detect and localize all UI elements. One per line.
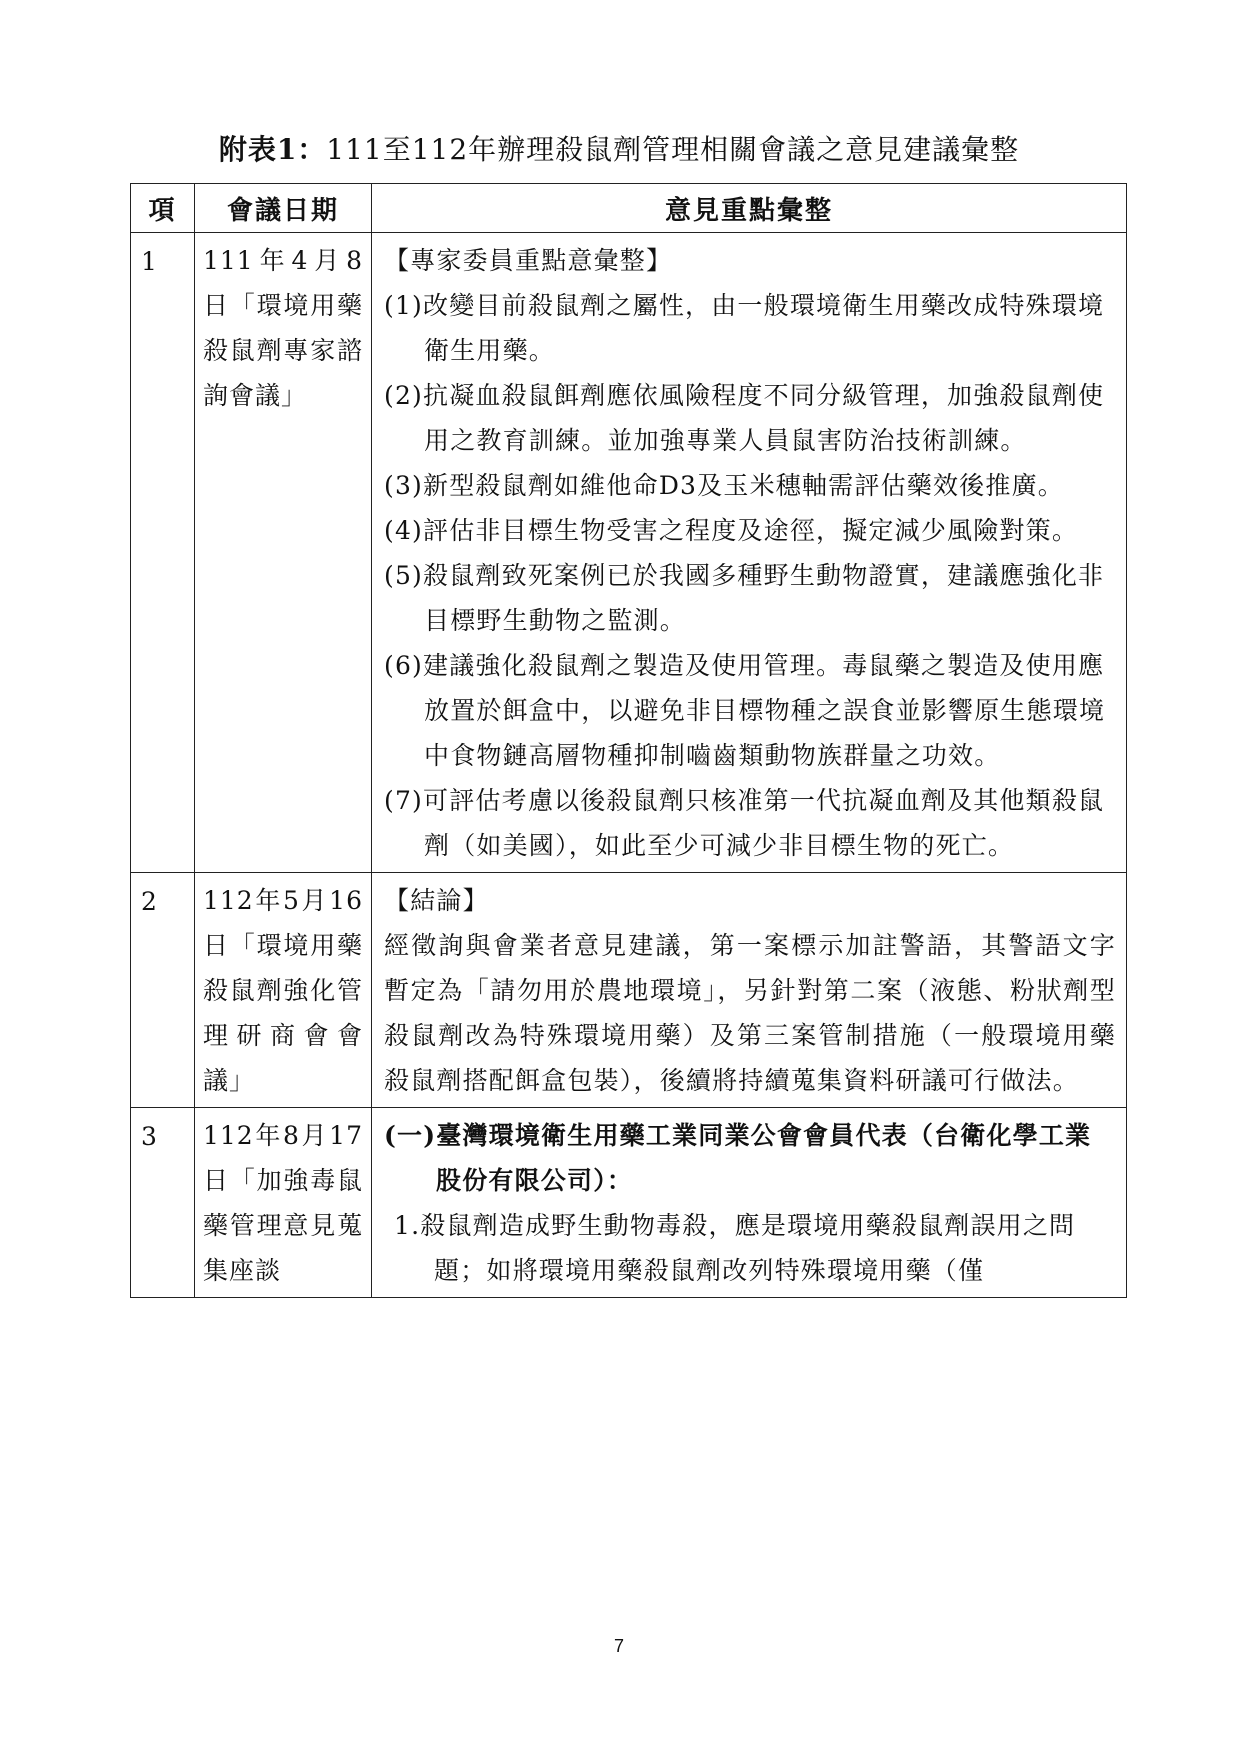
table-row — [131, 233, 1127, 873]
row-content — [372, 233, 1127, 873]
header-summary: 意見重點彙整 — [372, 184, 1127, 233]
row-index: 2 — [131, 873, 195, 1108]
list-item: (3)新型殺鼠劑如維他命D3及玉米穗軸需評估藥效後推廣。 — [384, 471, 1064, 500]
list-item: 1.殺鼠劑造成野生動物毒殺，應是環境用藥殺鼠劑誤用之問題；如將環境用藥殺鼠劑改列特殊環境用藥（僅 — [394, 1211, 1076, 1285]
header-index: 項 — [131, 184, 195, 233]
list-item: (7)可評估考慮以後殺鼠劑只核准第一代抗凝血劑及其他類殺鼠劑（如美國），如此至少可減少非目標生物的死亡。 — [384, 786, 1105, 860]
page-title — [0, 128, 1238, 168]
table-row — [131, 1108, 1127, 1298]
list-item: (1)改變目前殺鼠劑之屬性，由一般環境衛生用藥改成特殊環境衛生用藥。 — [384, 291, 1105, 365]
table-header-row — [131, 184, 1127, 233]
summary-table — [130, 183, 1127, 1298]
row-content — [372, 1108, 1127, 1298]
row-date: 112年5月16日「環境用藥殺鼠劑強化管理研商會會議」 — [195, 873, 372, 1108]
row-heading: (一)臺灣環境衛生用藥工業同業公會會員代表（台衛化學工業股份有限公司）： — [384, 1121, 1092, 1195]
title-text: 111至112年辦理殺鼠劑管理相關會議之意見建議彙整 — [326, 133, 1020, 166]
list-item: (2)抗凝血殺鼠餌劑應依風險程度不同分級管理，加強殺鼠劑使用之教育訓練。並加強專業人員鼠害防治技術訓練。 — [384, 381, 1105, 455]
row-heading: 【結論】 — [384, 886, 489, 915]
row-date: 112年8月17日「加強毒鼠藥管理意見蒐集座談 — [195, 1108, 372, 1298]
row-content — [372, 873, 1127, 1108]
row-index: 3 — [131, 1108, 195, 1298]
row-index: 1 — [131, 233, 195, 873]
title-label: 附表1： — [218, 133, 327, 166]
header-date: 會議日期 — [195, 184, 372, 233]
row-heading: 【專家委員重點意彙整】 — [384, 246, 673, 275]
page-number: 7 — [613, 1636, 624, 1656]
row-date: 111年4月8日「環境用藥殺鼠劑專家諮詢會議」 — [195, 233, 372, 873]
list-item: (4)評估非目標生物受害之程度及途徑，擬定減少風險對策。 — [384, 516, 1079, 545]
row-body: 經徵詢與會業者意見建議，第一案標示加註警語，其警語文字暫定為「請勿用於農地環境」，另針對第二案（液態、粉狀劑型殺鼠劑改為特殊環境用藥）及第三案管制措施（一般環境用藥殺鼠劑搭配餌盒包裝），後續將持續蒐集資料研議可行做法。 — [384, 931, 1116, 1095]
list-item: (5)殺鼠劑致死案例已於我國多種野生動物證實，建議應強化非目標野生動物之監測。 — [384, 561, 1105, 635]
list-item: (6)建議強化殺鼠劑之製造及使用管理。毒鼠藥之製造及使用應放置於餌盒中，以避免非目標物種之誤食並影響原生態環境中食物鏈高層物種抑制嚙齒類動物族群量之功效。 — [384, 651, 1106, 770]
table-row — [131, 873, 1127, 1108]
